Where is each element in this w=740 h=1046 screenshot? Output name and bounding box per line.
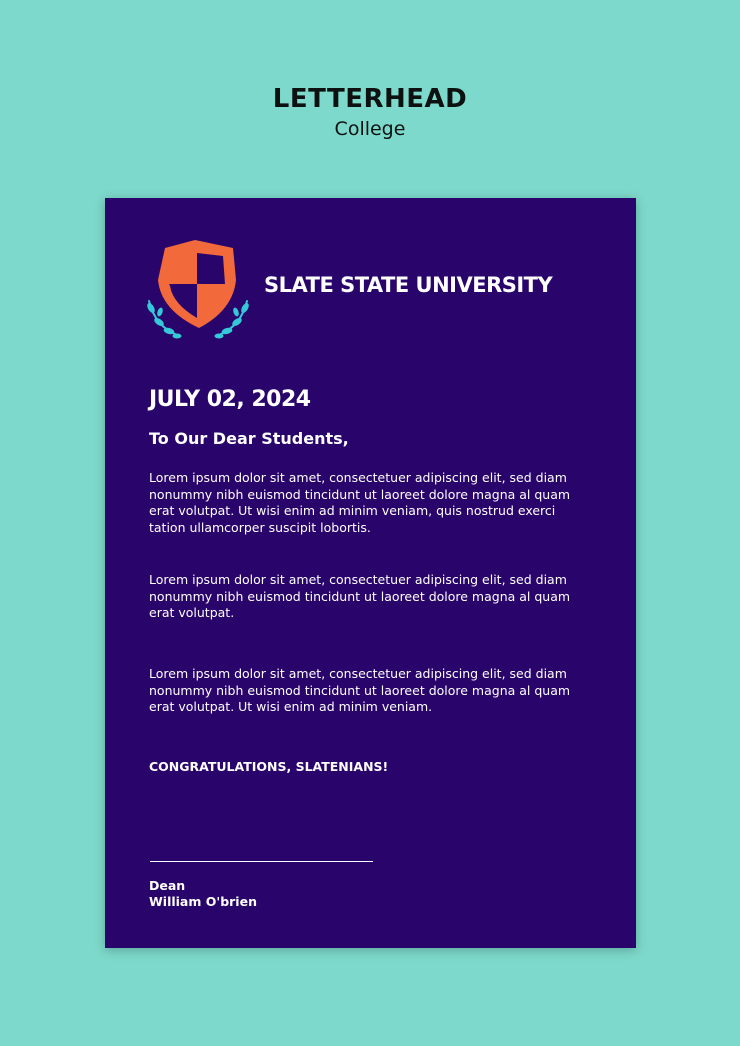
salutation: To Our Dear Students, — [149, 429, 349, 448]
closing-line: CONGRATULATIONS, SLATENIANS! — [149, 759, 389, 774]
body-paragraph-2: Lorem ipsum dolor sit amet, consectetuer adipiscing elit, sed diam nonummy nibh euismod tincidunt ut laoreet dolore magna al quam erat volutpat. — [149, 572, 571, 620]
shield-with-laurels-icon — [147, 238, 249, 342]
letter-sheet — [105, 198, 636, 948]
body-paragraph-1: Lorem ipsum dolor sit amet, consectetuer adipiscing elit, sed diam nonummy nibh euismod tincidunt ut laoreet dolore magna al quam erat volutpat. Ut wisi enim ad minim veniam, quis nostrud exerci tation ullamcorper suscipit lobortis. — [149, 470, 571, 535]
page-subtitle: College — [334, 118, 406, 140]
page-title: LETTERHEAD — [272, 84, 468, 114]
letter-date: JULY 02, 2024 — [149, 387, 311, 412]
body-paragraph-3: Lorem ipsum dolor sit amet, consectetuer adipiscing elit, sed diam nonummy nibh euismod tincidunt ut laoreet dolore magna al quam erat volutpat. Ut wisi enim ad minim veniam. — [149, 666, 571, 714]
university-name: SLATE STATE UNIVERSITY — [264, 273, 553, 297]
signer-name: William O'brien — [149, 894, 257, 909]
signer-title: Dean — [149, 878, 186, 893]
signature-line — [150, 861, 373, 862]
